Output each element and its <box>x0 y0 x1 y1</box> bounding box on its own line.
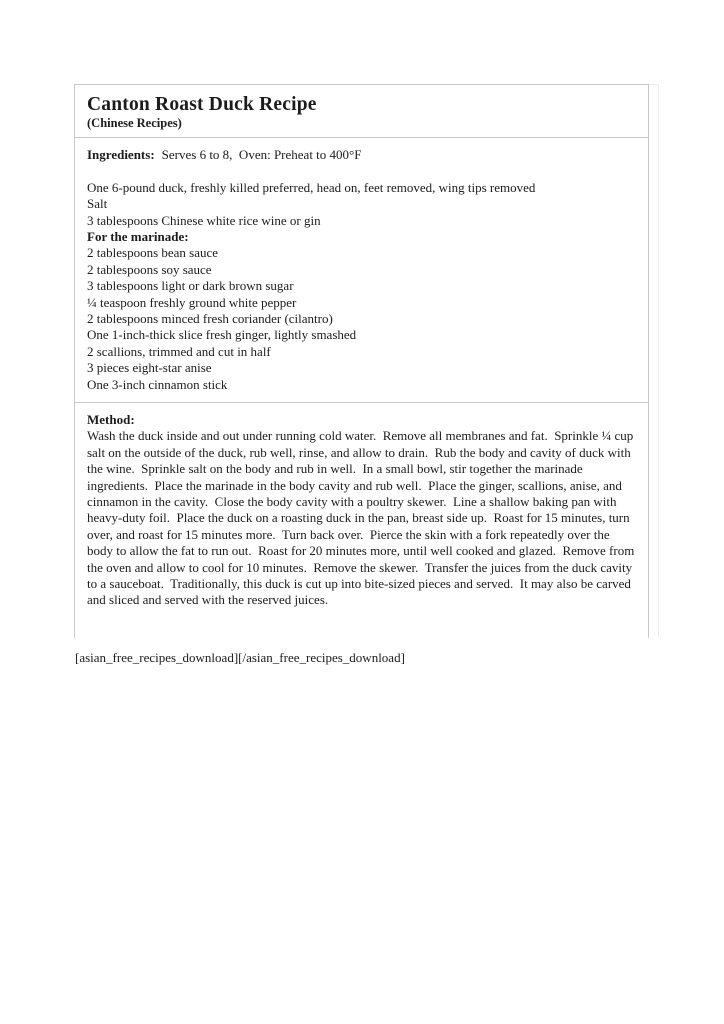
ingredients-meta-line <box>87 147 636 163</box>
ingredients-label: Ingredients: <box>87 147 155 162</box>
recipe-header <box>75 85 648 138</box>
marinade-ingredient-line: 3 tablespoons light or dark brown sugar <box>87 278 294 294</box>
method-text: Wash the duck inside and out under running cold water. Remove all membranes and fat. Sprinkle ¼ cup salt on the outside of the duck, rub well, rinse, and allow to drain. Rub the body and cavity of duck with the wine. Sprinkle salt on the body and rub in well. In a small bowl, stir together the marinade ingredients. Place the marinade in the body cavity and rub well. Place the ginger, scallions, anise, and cinnamon in the cavity. Close the body cavity with a poultry skewer. Line a shallow baking pan with heavy-duty foil. Place the duck on a roasting duck in the pan, breast side up. Roast for 15 minutes, turn over, and roast for 15 minutes more. Turn back over. Pierce the skin with a fork repeatedly over the body to allow the fat to run out. Roast for 20 minutes more, until well cooked and glazed. Remove from the oven and allow to cool for 10 minutes. Remove the skewer. Transfer the juices from the duck cavity to a sauceboat. Traditionally, this duck is cut up into bite-sized pieces and served. It may also be carved and sliced and served with the reserved juices. <box>87 428 638 608</box>
marinade-ingredient-line: 2 tablespoons soy sauce <box>87 261 212 277</box>
recipe-card <box>74 84 649 638</box>
method-label: Method: <box>87 412 135 427</box>
ingredients-list <box>87 180 636 229</box>
marinade-ingredient-line: 2 tablespoons bean sauce <box>87 245 219 261</box>
marinade-ingredient-line: One 3-inch cinnamon stick <box>87 376 228 392</box>
recipe-title: Canton Roast Duck Recipe <box>87 94 317 115</box>
footer-shortcode: [asian_free_recipes_download][/asian_free_recipes_download] <box>75 650 405 665</box>
marinade-ingredients-list <box>87 245 636 393</box>
marinade-header: For the marinade: <box>87 229 189 245</box>
marinade-ingredient-line: 2 tablespoons minced fresh coriander (cilantro) <box>87 311 333 327</box>
marinade-ingredient-line: 2 scallions, trimmed and cut in half <box>87 343 271 359</box>
ingredients-serving-info: Serves 6 to 8, Oven: Preheat to 400°F <box>161 147 362 162</box>
ingredient-line: One 6-pound duck, freshly killed preferred, head on, feet removed, wing tips removed <box>87 179 536 195</box>
ingredient-line: Salt <box>87 196 108 212</box>
recipe-card-outer-frame <box>74 84 659 637</box>
ingredient-line: 3 tablespoons Chinese white rice wine or gin <box>87 212 321 228</box>
recipe-subtitle: (Chinese Recipes) <box>87 116 182 130</box>
method-section <box>75 403 648 639</box>
ingredients-section <box>75 138 648 403</box>
marinade-ingredient-line: One 1-inch-thick slice fresh ginger, lightly smashed <box>87 327 357 343</box>
marinade-ingredient-line: ¼ teaspoon freshly ground white pepper <box>87 294 297 310</box>
marinade-ingredient-line: 3 pieces eight-star anise <box>87 360 212 376</box>
